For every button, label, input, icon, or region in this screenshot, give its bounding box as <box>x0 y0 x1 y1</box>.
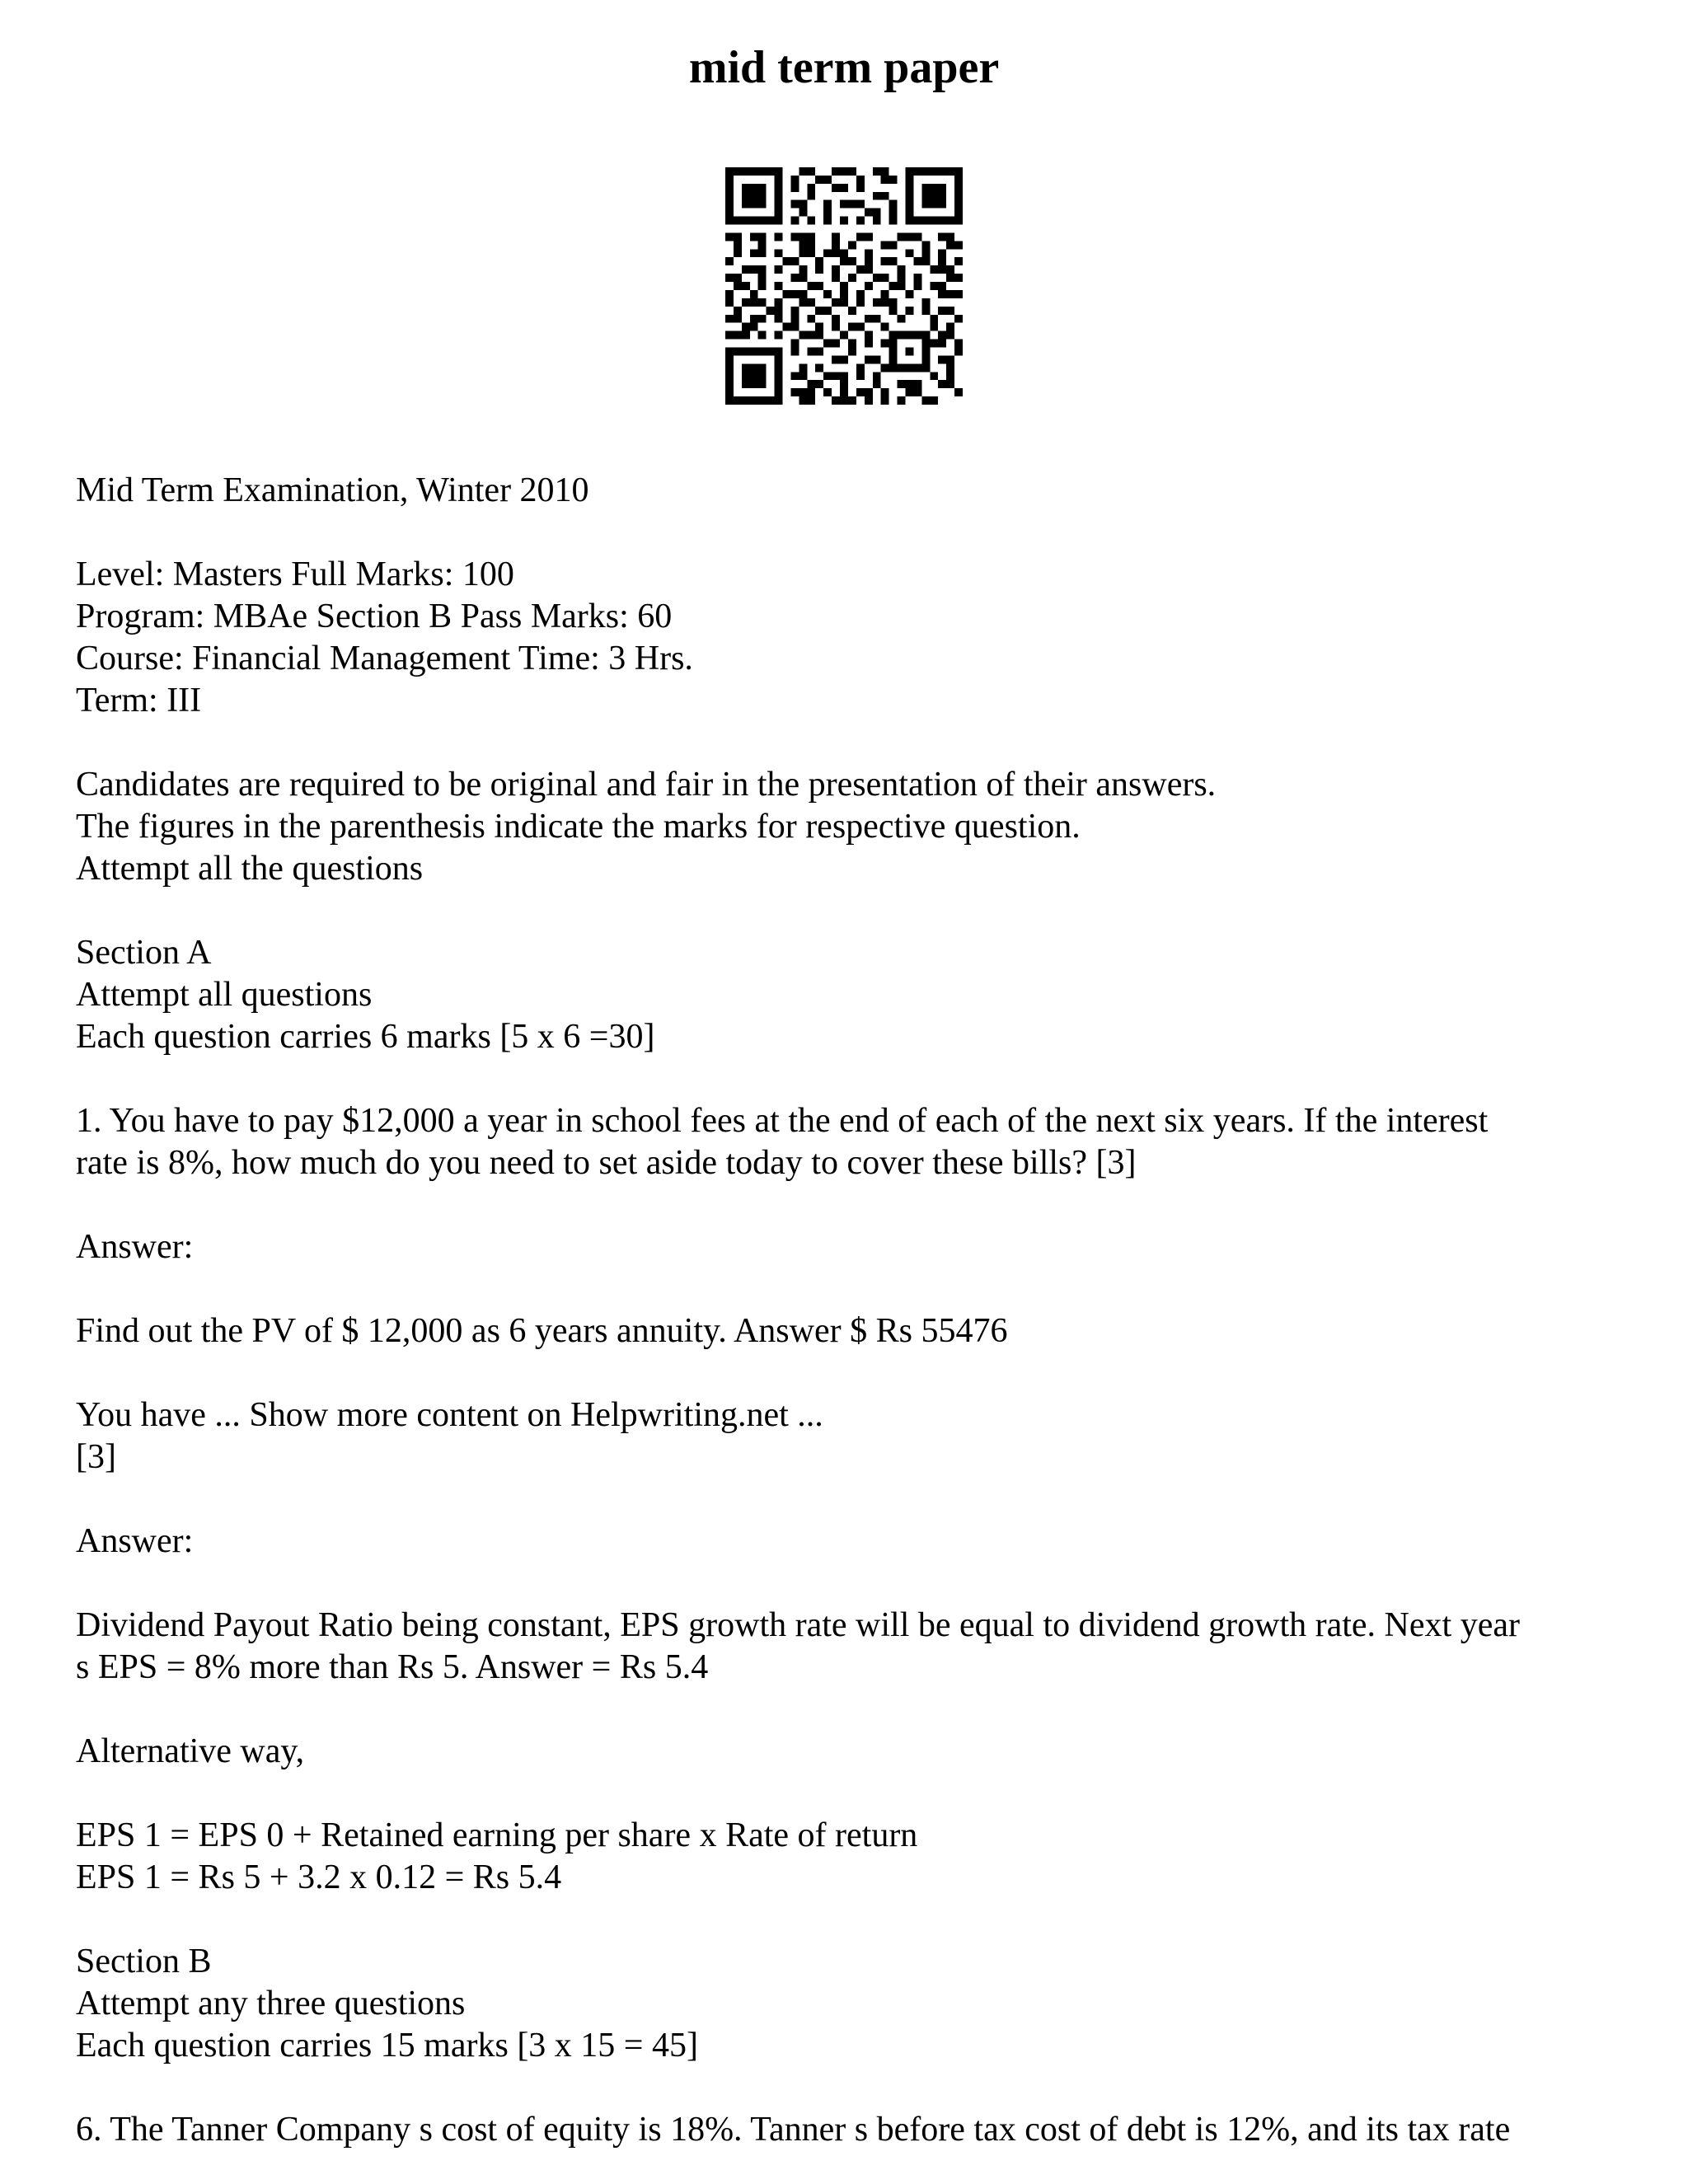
instruction-line: Attempt all the questions <box>76 850 424 888</box>
answer-line: s EPS = 8% more than Rs 5. Answer = Rs 5.4 <box>76 1648 709 1686</box>
alternative-label: Alternative way, <box>76 1732 305 1770</box>
instructions <box>76 764 1625 890</box>
answer-text: Find out the PV of $ 12,000 as 6 years annuity. Answer $ Rs 55476 <box>76 1312 1008 1350</box>
marks-tag: [3] <box>76 1438 116 1476</box>
question-1 <box>76 1100 1625 1184</box>
section-instruction: Attempt all questions <box>76 976 373 1014</box>
instruction-line: The figures in the parenthesis indicate the marks for respective question. <box>76 808 1081 846</box>
level-line: Level: Masters Full Marks: 100 <box>76 555 514 593</box>
question-text: 6. The Tanner Company s cost of equity is 18%. Tanner s before tax cost of debt is 12%, and its tax rate <box>76 2111 1511 2149</box>
section-b-header <box>76 1941 1625 2067</box>
formula-line: EPS 1 = Rs 5 + 3.2 x 0.12 = Rs 5.4 <box>76 1858 562 1896</box>
instruction-line: Candidates are required to be original and fair in the presentation of their answers. <box>76 766 1217 804</box>
show-more-line: You have ... Show more content on Helpwriting.net ... <box>76 1396 823 1434</box>
section-heading: Section B <box>76 1943 212 1980</box>
section-marks: Each question carries 15 marks [3 x 15 = 45] <box>76 2027 698 2064</box>
truncated-content <box>76 1394 1625 1479</box>
answer-label: Answer: <box>76 1228 194 1266</box>
section-marks: Each question carries 6 marks [5 x 6 =30] <box>76 1018 655 1056</box>
course-line: Course: Financial Management Time: 3 Hrs. <box>76 640 693 677</box>
answer-text <box>76 1605 1625 1689</box>
formula-line: EPS 1 = EPS 0 + Retained earning per share x Rate of return <box>76 1816 918 1854</box>
program-line: Program: MBAe Section B Pass Marks: 60 <box>76 598 673 635</box>
term-line: Term: III <box>76 682 202 719</box>
document-body <box>76 470 1625 2151</box>
document-title: mid term paper <box>688 42 1000 93</box>
section-heading: Section A <box>76 934 212 972</box>
exam-title-block <box>76 470 1625 512</box>
exam-details <box>76 554 1625 722</box>
question-6 <box>76 2109 1625 2151</box>
answer-label: Answer: <box>76 1522 194 1560</box>
question-text: 1. You have to pay $12,000 a year in school fees at the end of each of the next six years. If the interest <box>76 1102 1489 1140</box>
section-a-header <box>76 932 1625 1058</box>
answer-line: Dividend Payout Ratio being constant, EPS growth rate will be equal to dividend growth rate. Next year <box>76 1606 1520 1644</box>
section-instruction: Attempt any three questions <box>76 1985 466 2022</box>
question-text: rate is 8%, how much do you need to set aside today to cover these bills? [3] <box>76 1144 1137 1182</box>
qr-code <box>725 167 963 405</box>
formula-block <box>76 1815 1625 1899</box>
exam-title: Mid Term Examination, Winter 2010 <box>76 471 589 509</box>
